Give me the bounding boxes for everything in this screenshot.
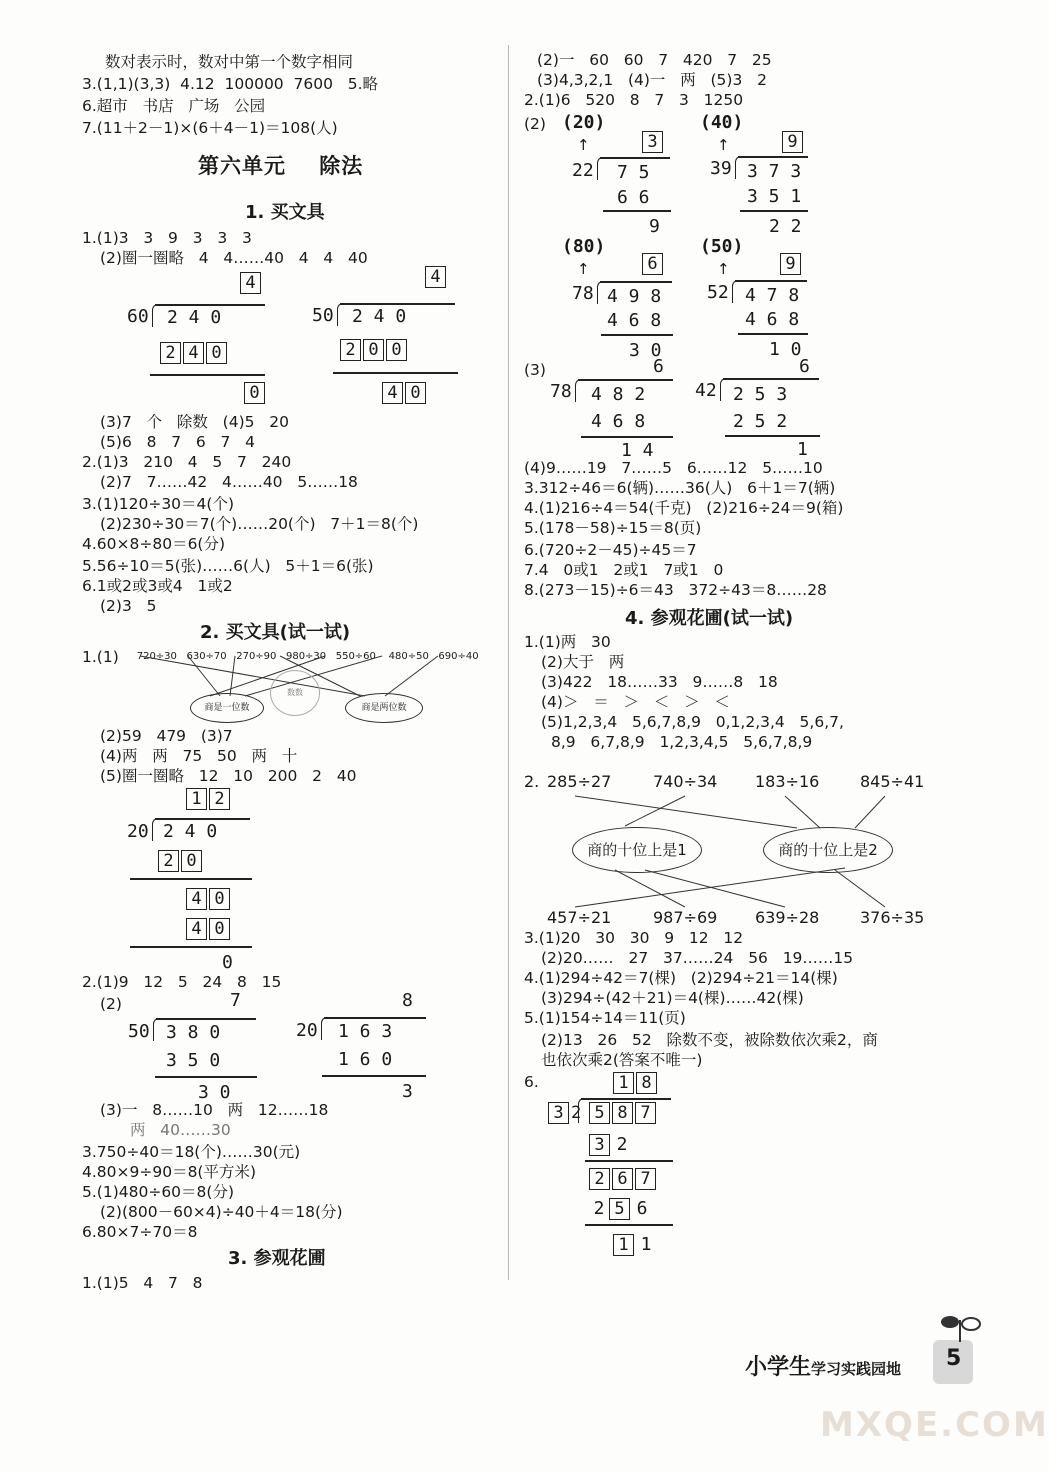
remainder: 2 6 7 [589, 1168, 658, 1190]
arrow-up-icon: ↑ [717, 136, 730, 154]
text-line: (4)两 两 75 50 两 十 [100, 747, 298, 765]
text-line: 1.(1)两 30 [524, 633, 611, 651]
dividend: 2 4 0 [163, 821, 218, 842]
text-line: (5)1,2,3,4 5,6,7,8,9 0,1,2,3,4 5,6,7, [541, 713, 844, 731]
match-expression: 285÷27 [547, 772, 612, 791]
division-bracket [597, 157, 608, 180]
remainder: 1 0 [769, 339, 802, 360]
text-line: (3)7 个 除数 (4)5 20 [100, 413, 289, 431]
page-number: 5 [946, 1346, 962, 1371]
product: 4 6 8 [607, 310, 662, 331]
quotient: 6 [799, 356, 810, 377]
question-number: 2. [524, 772, 540, 791]
product: 3 2 [589, 1134, 632, 1156]
text-line: (5)6 8 7 6 7 4 [100, 433, 256, 451]
product: 4 6 8 [745, 309, 800, 330]
match-expression: 740÷34 [653, 772, 718, 791]
division-bracket [153, 1018, 164, 1041]
division-line [585, 1224, 673, 1226]
division-line [130, 946, 252, 948]
text-line: 3.(1)120÷30＝4(个) [82, 495, 234, 513]
division-bracket [321, 1017, 332, 1040]
match-expression: 639÷28 [755, 908, 820, 927]
text-line: 两 40……30 [130, 1121, 231, 1139]
division-line [585, 1160, 673, 1162]
remainder: 1 [797, 439, 808, 460]
remainder: 3 [402, 1081, 413, 1102]
estimate: (20) [562, 112, 606, 133]
division-bracket [732, 280, 743, 303]
product: 3 5 0 [166, 1050, 221, 1071]
text-line: 6.超市 书店 广场 公园 [82, 97, 266, 115]
text-line: 7.(11＋2－1)×(6＋4－1)＝108(人) [82, 119, 338, 137]
text-line: (2)59 479 (3)7 [100, 727, 233, 745]
text-line: 4.(1)216÷4＝54(千克) (2)216÷24＝9(箱) [524, 499, 844, 517]
division-line [150, 374, 265, 376]
divisor: 20 [296, 1020, 318, 1041]
text-line: 4.60×8÷80＝6(分) [82, 535, 226, 553]
text-line: 7.4 0或1 2或1 7或1 0 [524, 561, 724, 579]
unit-title: 第六单元 除法 [198, 154, 364, 178]
watermark-text: MXQE.COM [820, 1405, 1049, 1445]
match-expression: 987÷69 [653, 908, 718, 927]
quotient: 9 [782, 131, 805, 153]
match-expression: 183÷16 [755, 772, 820, 791]
dividend: 2 5 3 [733, 384, 788, 405]
text-line: (2)圈一圈略 4 4……40 4 4 40 [100, 249, 368, 267]
quotient: 8 [402, 990, 413, 1011]
division-line [600, 281, 672, 283]
remainder: 0 [244, 382, 267, 404]
text-line: 也依次乘2(答案不唯一) [541, 1051, 703, 1069]
division-line [322, 1075, 426, 1077]
text-line: 5.56÷10＝5(张)……6(人) 5＋1＝6(张) [82, 557, 374, 575]
text-line: 6.1或2或3或4 1或2 [82, 577, 233, 595]
quotient: 1 2 [186, 788, 232, 810]
text-line: 2.(1)6 520 8 7 3 1250 [524, 91, 744, 109]
divisor: 50 [312, 305, 334, 326]
quotient: 9 [780, 253, 803, 275]
division-line [324, 1017, 426, 1019]
product: 4 0 [186, 918, 232, 940]
question-label: (3) [524, 361, 546, 379]
text-line: 3.(1)20 30 30 9 12 12 [524, 929, 744, 947]
match-expression: 457÷21 [547, 908, 612, 927]
match-stamp: 数数 [270, 670, 320, 716]
quotient: 6 [653, 356, 664, 377]
division-line [735, 280, 807, 282]
text-line: 1.(1)3 3 9 3 3 3 [82, 229, 252, 247]
text-line: 2.(1)9 12 5 24 8 15 [82, 973, 282, 991]
quotient: 4 [240, 272, 263, 294]
text-line: 8.(273－15)÷6＝43 372÷43＝8……28 [524, 581, 827, 599]
division-line [723, 378, 819, 380]
dividend: 1 6 3 [338, 1021, 393, 1042]
arrow-up-icon: ↑ [577, 260, 590, 278]
division-line [581, 436, 673, 438]
dividend: 2 4 0 [352, 306, 407, 327]
text-line: (2)230÷30＝7(个)……20(个) 7＋1＝8(个) [100, 515, 419, 533]
text-line: (5)圈一圈略 12 10 200 2 40 [100, 767, 357, 785]
estimate: (50) [700, 236, 744, 257]
divisor: 52 [707, 282, 729, 303]
product: 1 6 0 [338, 1049, 393, 1070]
division-line [601, 334, 673, 336]
text-line: 2.(1)3 210 4 5 7 240 [82, 453, 292, 471]
remainder: 0 [222, 952, 233, 973]
division-line [578, 379, 673, 381]
text-line: (4)＞ ＝ ＞ ＜ ＞ ＜ [541, 693, 730, 711]
remainder: 1 1 [613, 1234, 656, 1256]
text-line: (2)7 7……42 4……40 5……18 [100, 473, 358, 491]
match-expressions: 720÷30 630÷70 270÷90 980÷30 550÷60 480÷50 690÷40 [136, 651, 479, 662]
divisor: 78 [550, 381, 572, 402]
divisor: 22 [572, 160, 594, 181]
division-bracket [720, 378, 731, 401]
division-line [155, 1076, 257, 1078]
dividend: 3 8 0 [166, 1022, 221, 1043]
quotient: 1 8 [613, 1072, 659, 1094]
brand-title: 小学生学习实践园地 [745, 1355, 902, 1380]
product: 4 6 8 [591, 411, 646, 432]
match-category-tens-1: 商的十位上是1 [572, 827, 702, 873]
text-line: 5.(178－58)÷15＝8(页) [524, 519, 702, 537]
text-line: 3.312÷46＝6(辆)……36(人) 6＋1＝7(辆) [524, 479, 836, 497]
product: 2 0 [158, 850, 204, 872]
match-expression: 845÷41 [860, 772, 925, 791]
product: 2 5 2 [733, 411, 788, 432]
text-line: (2)(800－60×4)÷40＋4＝18(分) [100, 1203, 343, 1221]
divisor: 39 [710, 158, 732, 179]
match-expression: 376÷35 [860, 908, 925, 927]
remainder: 3 0 [198, 1082, 231, 1103]
text-line: 数对表示时，数对中第一个数字相同 [105, 53, 354, 71]
division-bracket [575, 379, 586, 402]
product: 6 6 [617, 187, 650, 208]
text-line: 6.80×7÷70＝8 [82, 1223, 198, 1241]
match-category-one-digit: 商是一位数 [190, 693, 264, 723]
division-line [738, 333, 808, 335]
text-line: (2) [100, 995, 122, 1013]
text-line: (2)20…… 27 37……24 56 19……15 [541, 949, 854, 967]
divisor: 50 [128, 1021, 150, 1042]
dividend: 4 8 2 [591, 384, 646, 405]
text-line: (2)3 5 [100, 597, 157, 615]
text-line: (3)4,3,2,1 (4)一 两 (5)3 2 [537, 71, 767, 89]
text-line: (3)一 8……10 两 12……18 [100, 1101, 329, 1119]
estimate: (40) [700, 112, 744, 133]
text-line: (3)422 18……33 9……8 18 [541, 673, 778, 691]
match-category-two-digit: 商是两位数 [345, 693, 423, 723]
text-line: 5.(1)480÷60＝8(分) [82, 1183, 234, 1201]
division-bracket [735, 156, 746, 179]
division-bracket [152, 304, 163, 327]
division-line [725, 435, 820, 437]
quotient: 4 [425, 266, 448, 288]
text-line: (2)一 60 60 7 420 7 25 [537, 51, 772, 69]
quotient: 7 [230, 990, 241, 1011]
remainder: 2 2 [769, 216, 802, 237]
text-line: 3.(1,1)(3,3) 4.12 100000 7600 5.略 [82, 75, 379, 93]
text-line: 4.80×9÷90＝8(平方米) [82, 1163, 257, 1181]
divisor: 3 2 [548, 1102, 583, 1124]
division-bracket [578, 1098, 589, 1123]
division-bracket [152, 818, 163, 841]
divisor: 20 [127, 821, 149, 842]
text-line: (2)大于 两 [541, 653, 625, 671]
text-line: 6. [524, 1073, 539, 1091]
remainder: 4 0 [186, 888, 232, 910]
text-line: 8,9 6,7,8,9 1,2,3,4,5 5,6,7,8,9 [551, 733, 813, 751]
section-title: 2. 买文具(试一试) [200, 622, 351, 643]
division-line [340, 303, 455, 305]
division-line [600, 157, 670, 159]
division-bracket [337, 303, 348, 326]
text-line: 6.(720÷2－45)÷45＝7 [524, 541, 697, 559]
question-number: 1.(1) [82, 648, 119, 666]
section-title: 4. 参观花圃(试一试) [625, 608, 794, 629]
remainder: 1 4 [621, 440, 654, 461]
text-line: 5.(1)154÷14＝11(页) [524, 1009, 686, 1027]
text-line: 4.(1)294÷42＝7(棵) (2)294÷21＝14(棵) [524, 969, 838, 987]
product: 2 5 6 [593, 1198, 648, 1219]
division-line [130, 878, 252, 880]
division-line [156, 1018, 256, 1020]
divisor: 78 [572, 283, 594, 304]
text-line: (2) [524, 115, 546, 133]
division-line [333, 372, 458, 374]
quotient: 6 [642, 253, 665, 275]
remainder: 3 0 [629, 340, 662, 361]
text-line: 3.750÷40＝18(个)……30(元) [82, 1143, 301, 1161]
dividend: 4 9 8 [607, 286, 662, 307]
remainder: 9 [649, 216, 660, 237]
product: 2 0 0 [340, 339, 409, 361]
section-title: 1. 买文具 [245, 202, 325, 223]
division-line [740, 210, 808, 212]
arrow-up-icon: ↑ [717, 260, 730, 278]
arrow-up-icon: ↑ [577, 136, 590, 154]
column-divider [508, 45, 509, 1280]
text-line: (4)9……19 7……5 6……12 5……10 [524, 459, 823, 477]
divisor: 60 [127, 306, 149, 327]
remainder: 4 0 [382, 382, 428, 404]
text-line: (3)294÷(42＋21)＝4(棵)……42(棵) [541, 989, 804, 1007]
plant-icon [935, 1312, 985, 1344]
product: 2 4 0 [160, 342, 229, 364]
dividend: 4 7 8 [745, 285, 800, 306]
text-line: (2)13 26 52 除数不变，被除数依次乘2，商 [541, 1031, 878, 1049]
dividend: 5 8 7 [589, 1102, 658, 1124]
division-line [603, 210, 671, 212]
product: 3 5 1 [747, 186, 802, 207]
division-line [155, 304, 265, 306]
division-line [581, 1098, 671, 1100]
division-line [155, 818, 250, 820]
dividend: 2 4 0 [167, 307, 222, 328]
dividend: 3 7 3 [747, 161, 802, 182]
estimate: (80) [562, 236, 606, 257]
match-category-tens-2: 商的十位上是2 [763, 827, 893, 873]
dividend: 7 5 [617, 162, 650, 183]
division-line [738, 156, 808, 158]
quotient: 3 [642, 131, 665, 153]
text-line: 1.(1)5 4 7 8 [82, 1274, 203, 1292]
section-title: 3. 参观花圃 [228, 1248, 326, 1269]
divisor: 42 [695, 380, 717, 401]
